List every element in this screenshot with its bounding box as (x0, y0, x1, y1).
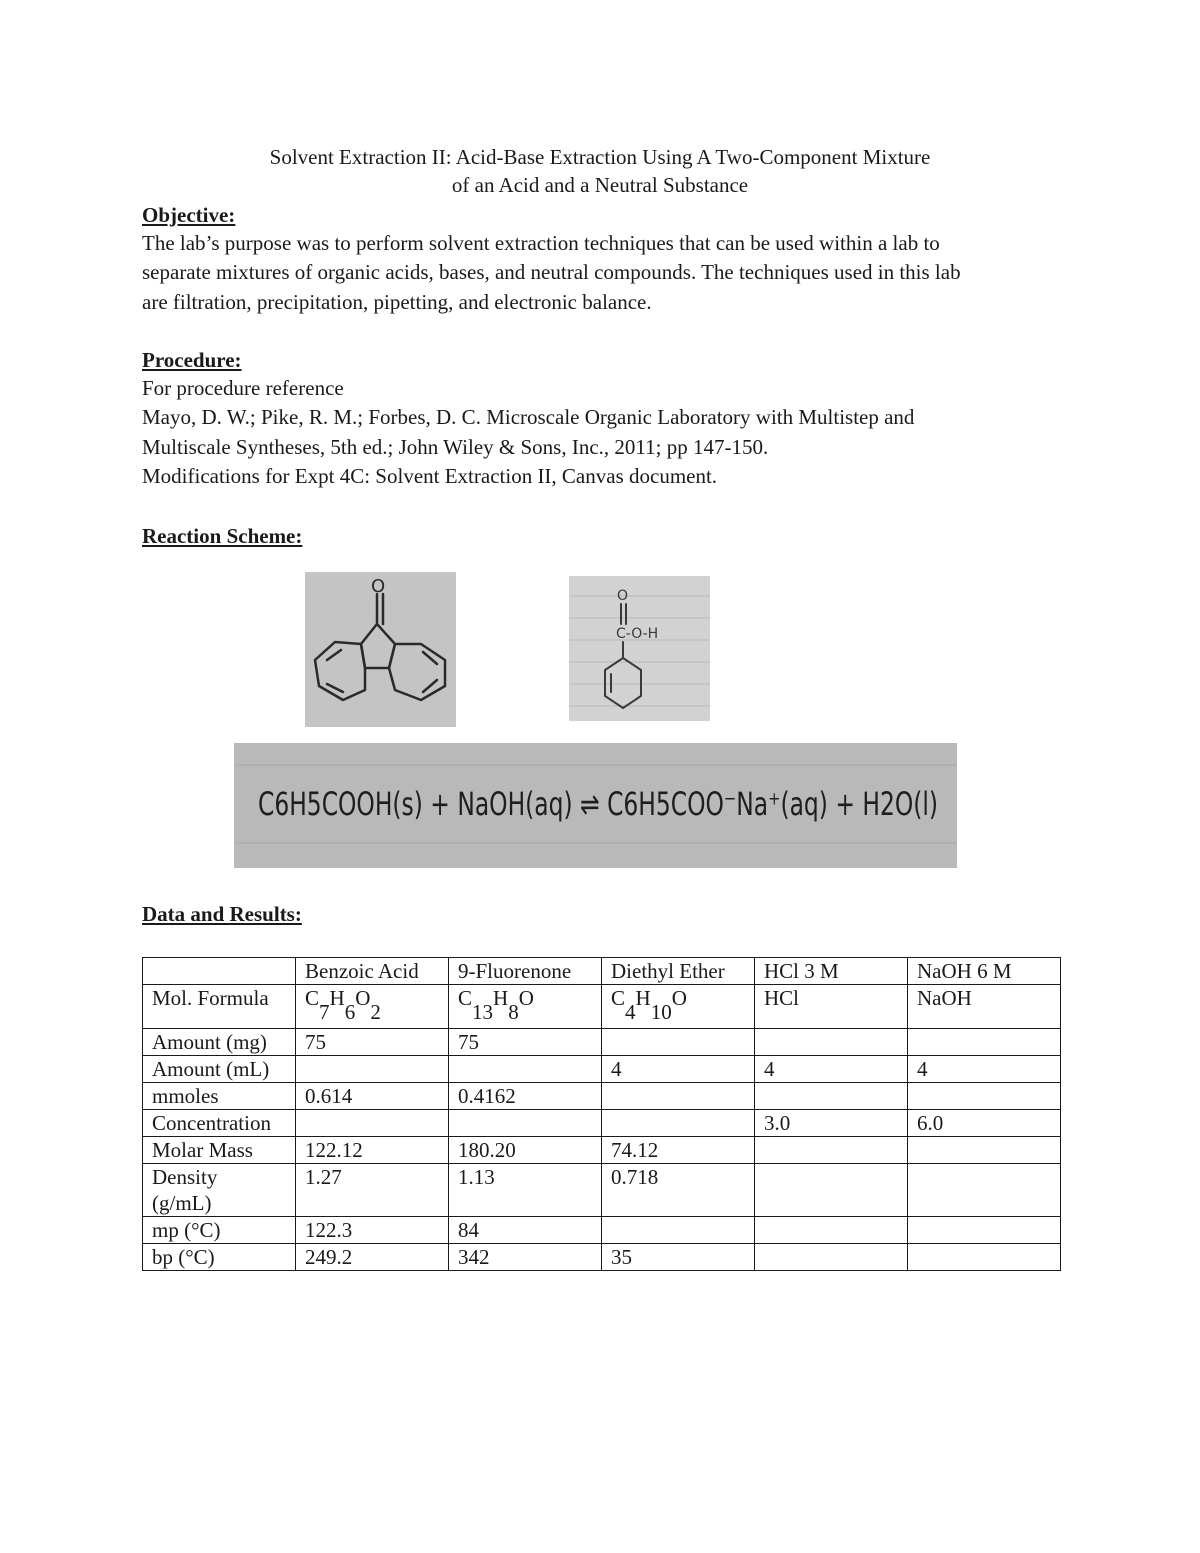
table-header-cell: Diethyl Ether (602, 958, 755, 985)
table-row-label: mp (°C) (143, 1217, 296, 1244)
benzoic-acid-cooh-label: C-O-H (616, 626, 659, 642)
formula-fluorenone: $C_{13}H_8O$ (449, 985, 602, 1029)
table-row-label: Density (g/mL) (143, 1164, 296, 1217)
data-results-heading: Data and Results: (142, 902, 302, 926)
table-cell (755, 1029, 908, 1056)
table-cell (755, 1137, 908, 1164)
procedure-line: Modifications for Expt 4C: Solvent Extraction II, Canvas document. (142, 463, 718, 488)
table-cell: 342 (449, 1244, 602, 1271)
procedure-line: Mayo, D. W.; Pike, R. M.; Forbes, D. C. Microscale Organic Laboratory with Multistep and (142, 405, 915, 430)
table-row-label: bp (°C) (143, 1244, 296, 1271)
table-cell: 84 (449, 1217, 602, 1244)
formula-benzoic-acid: $C_7H_6O_2$ (296, 985, 449, 1029)
table-cell (755, 1217, 908, 1244)
table-cell (296, 1110, 449, 1137)
table-row-label: Mol. Formula (143, 985, 296, 1029)
table-cell: 1.27 (296, 1164, 449, 1217)
fluorenone-structure-photo (305, 572, 456, 727)
table-row (143, 1029, 1061, 1056)
table-cell: 180.20 (449, 1137, 602, 1164)
table-cell: 6.0 (908, 1110, 1061, 1137)
table-cell (755, 1164, 908, 1217)
procedure-heading: Procedure: (142, 348, 242, 372)
table-cell (908, 1244, 1061, 1271)
title-line-2: of an Acid and a Neutral Substance (451, 173, 749, 197)
svg-text:O: O (617, 588, 629, 604)
table-cell (602, 1083, 755, 1110)
objective-paragraph (142, 229, 1082, 317)
table-row-label: Molar Mass (143, 1137, 296, 1164)
table-row-label: mmoles (143, 1083, 296, 1110)
table-row-label: Amount (mL) (143, 1056, 296, 1083)
table-header-cell: NaOH 6 M (908, 958, 1061, 985)
table-header-cell: Benzoic Acid (296, 958, 449, 985)
table-row (143, 1137, 1061, 1164)
table-header-cell: 9-Fluorenone (449, 958, 602, 985)
table-cell (296, 1056, 449, 1083)
table-cell (755, 1244, 908, 1271)
table-cell (602, 1029, 755, 1056)
table-cell: 3.0 (755, 1110, 908, 1137)
table-header-cell (143, 958, 296, 985)
table-cell: 0.718 (602, 1164, 755, 1217)
table-row (143, 1217, 1061, 1244)
table-row (143, 1083, 1061, 1110)
data-results-table (142, 957, 1061, 1271)
table-cell (908, 1217, 1061, 1244)
table-cell: 4 (908, 1056, 1061, 1083)
table-cell: 0.614 (296, 1083, 449, 1110)
table-row-label: Amount (mg) (143, 1029, 296, 1056)
objective-heading: Objective: (142, 203, 236, 227)
table-cell: 4 (755, 1056, 908, 1083)
table-cell: 4 (602, 1056, 755, 1083)
procedure-paragraph (142, 374, 1082, 491)
table-row (143, 985, 1061, 1029)
table-cell (908, 1029, 1061, 1056)
table-cell: 122.3 (296, 1217, 449, 1244)
table-cell: 1.13 (449, 1164, 602, 1217)
table-row (143, 1244, 1061, 1271)
table-cell: 122.12 (296, 1137, 449, 1164)
table-header-row (143, 958, 1061, 985)
table-cell: 0.4162 (449, 1083, 602, 1110)
table-cell (755, 1083, 908, 1110)
table-header-cell: HCl 3 M (755, 958, 908, 985)
handwritten-equation-text: C6H5COOH(s) + NaOH(aq) ⇌ C6H5COO⁻Na⁺(aq) + H2O(l) (258, 785, 938, 823)
fluorenone-oxygen-label: O (371, 576, 386, 597)
procedure-line: Multiscale Syntheses, 5th ed.; John Wiley & Sons, Inc., 2011; pp 147-150. (142, 434, 769, 459)
table-row (143, 1164, 1061, 1217)
objective-line: The lab’s purpose was to perform solvent extraction techniques that can be used within a lab to (142, 231, 940, 255)
title-line-1: Solvent Extraction II: Acid-Base Extraction Using A Two-Component Mixture (269, 145, 931, 169)
benzoic-acid-structure-photo (569, 576, 710, 721)
table-cell (908, 1083, 1061, 1110)
table-cell (908, 1137, 1061, 1164)
reaction-scheme-heading: Reaction Scheme: (142, 524, 303, 548)
table-cell: 75 (449, 1029, 602, 1056)
reaction-equation-photo (234, 743, 957, 868)
table-cell (908, 1164, 1061, 1217)
table-cell (449, 1110, 602, 1137)
table-cell: 249.2 (296, 1244, 449, 1271)
formula-hcl: HCl (755, 985, 908, 1029)
table-row-label: Concentration (143, 1110, 296, 1137)
objective-line: separate mixtures of organic acids, bases, and neutral compounds. The techniques used in this lab (142, 260, 961, 285)
document-title (0, 143, 1200, 199)
objective-line: are filtration, precipitation, pipetting, and electronic balance. (142, 289, 652, 314)
table-row (143, 1056, 1061, 1083)
table-cell: 74.12 (602, 1137, 755, 1164)
table-cell: 75 (296, 1029, 449, 1056)
formula-diethyl-ether: $C_4H_{10}O$ (602, 985, 755, 1029)
table-cell (449, 1056, 602, 1083)
formula-naoh: NaOH (908, 985, 1061, 1029)
table-row (143, 1110, 1061, 1137)
table-cell (602, 1110, 755, 1137)
table-cell (602, 1217, 755, 1244)
procedure-line: For procedure reference (142, 376, 344, 400)
table-cell: 35 (602, 1244, 755, 1271)
